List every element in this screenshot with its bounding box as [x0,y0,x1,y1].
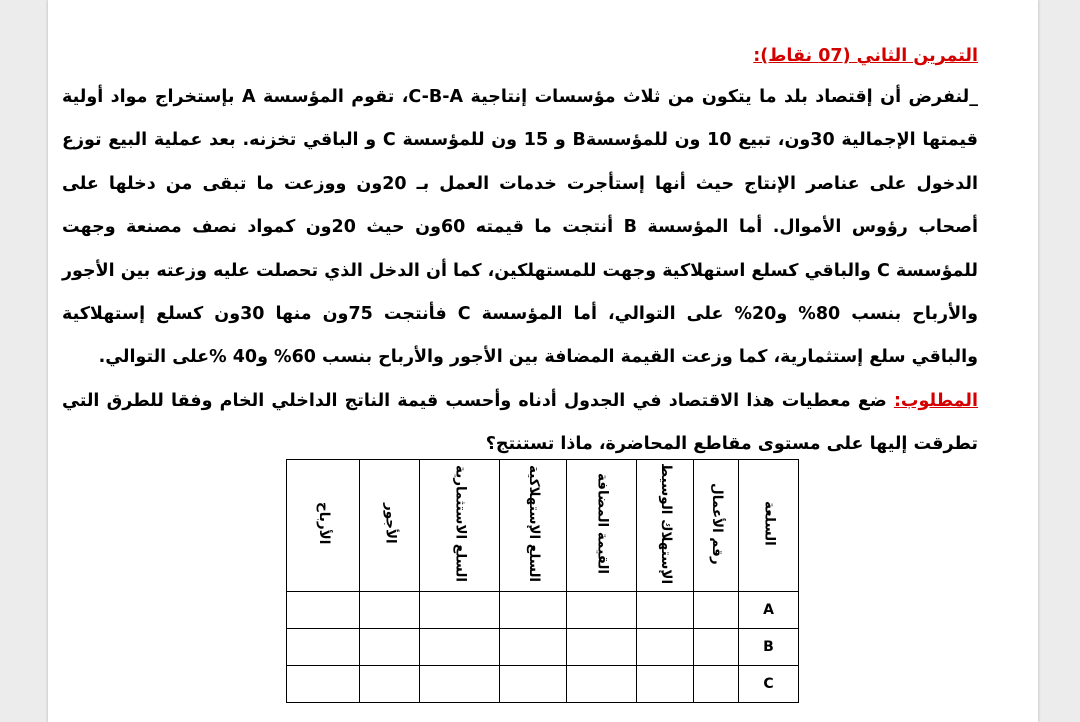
table-row [287,666,799,703]
table-cell [420,666,500,703]
table-cell [287,592,360,629]
table-cell [360,666,420,703]
table-row [287,629,799,666]
required-text: ضع معطيات هذا الاقتصاد في الجدول أدناه وأحسب قيمة الناتج الداخلي الخام وفقا للطرق التي تطرقت إليها على مستوى مقاطع المحاضرة، ماذا تستنتج؟ [62,390,978,455]
header-cell [420,460,500,592]
header-cell [694,460,739,592]
table-cell [694,666,739,703]
header-cell [739,460,799,592]
table-cell [360,592,420,629]
row-label: C [739,666,799,703]
row-label: A [739,592,799,629]
header-cell [500,460,567,592]
table-cell [420,592,500,629]
table-header-row [287,460,799,592]
table-cell [694,592,739,629]
table-cell [420,629,500,666]
required-label: المطلوب: [893,390,978,411]
table-cell [637,592,694,629]
table-cell [500,629,567,666]
header-label: الإستهلاك الوسيط [657,462,674,585]
header-cell [287,460,360,592]
table-cell [567,629,637,666]
exercise-title: التمرين الثاني (07 نقاط): [753,46,978,66]
required-paragraph [62,380,978,467]
table-cell [567,592,637,629]
header-label: السلع الاستثمارية [452,465,469,582]
header-label: السلعة [761,501,778,546]
table-cell [287,629,360,666]
header-label: رقم الأعمال [708,482,725,565]
header-label: السلع الإستهلاكية [525,464,542,583]
table-cell [694,629,739,666]
table-cell [500,666,567,703]
table-cell [287,666,360,703]
table-cell [500,592,567,629]
header-cell [360,460,420,592]
header-label: الأرباح [315,502,332,545]
table-cell [360,629,420,666]
header-cell [567,460,637,592]
row-label: B [739,629,799,666]
table-cell [637,666,694,703]
exercise-text [62,36,978,467]
header-cell [637,460,694,592]
exercise-paragraph: _لنفرض أن إقتصاد بلد ما يتكون من ثلاث مؤسسات إنتاجية C-B-A، تقوم المؤسسة A بإستخراج مواد أولية قيمتها الإجمالية 30ون، تبيع 10 ون للمؤسسةB و 15 ون للمؤسسة C و الباقي تخزنه. بعد عملية البيع توزع الدخول على عناصر الإنتاج حيث أنها إستأجرت خدمات العمل بـ 20ون ووزعت ما تبقى من دخلها على أصحاب رؤوس الأموال. أما المؤسسة B أنتجت ما قيمته 60ون حيث 20ون كمواد نصف مصنعة وجهت للمؤسسة C والباقي كسلع استهلاكية وجهت للمستهلكين، كما أن الدخل الذي تحصلت عليه وزعته بين الأجور والأرباح بنسب 80% و20% على التوالي، أما المؤسسة C فأنتجت 75ون منها 30ون كسلع إستهلاكية والباقي سلع إستثمارية، كما وزعت القيمة المضافة بين الأجور والأرباح بنسب 60% و40 %على التوالي. [61,87,979,368]
table-cell [637,629,694,666]
header-label: الأجور [382,503,399,544]
header-label: القيمة المضافة [594,472,611,574]
table-cell [567,666,637,703]
data-table [286,459,799,703]
table-row [287,592,799,629]
